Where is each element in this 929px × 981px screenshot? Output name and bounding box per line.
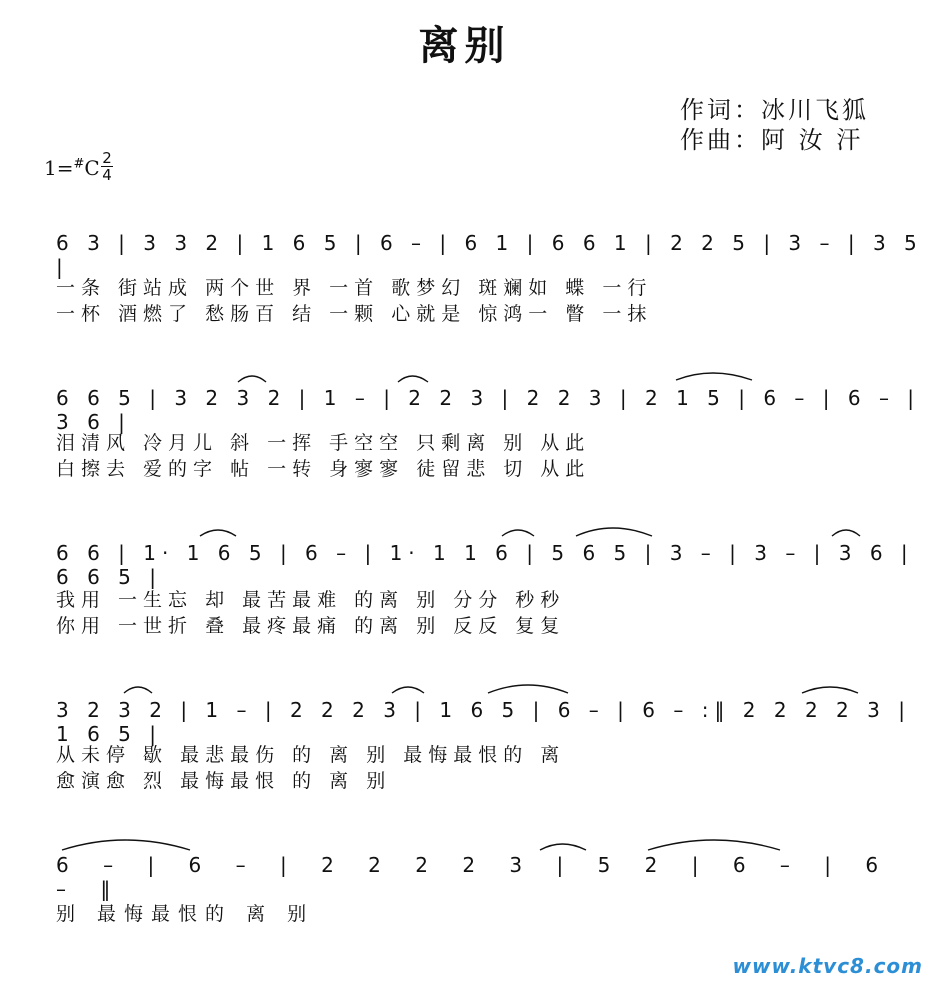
tie [676, 373, 752, 380]
slur [200, 530, 236, 536]
notation-line: 6 6 5 | 3 2 3 2 | 1 – | 2 2 3 | 2 2 3 | 2 1 5 | 6 – | 6 – | 3 6 | [56, 386, 921, 434]
lyrics-verse-2: 一杯 酒燃了 愁肠百 结 一颗 心就是 惊鸿一 瞥 一抹 [56, 303, 653, 325]
lyrics-verse-2: 愈演愈 烈 最悔最恨 的 离 别 [56, 770, 392, 792]
lyrics-verse-2: 白擦去 爱的字 帖 一转 身寥寥 徒留悲 切 从此 [56, 458, 591, 480]
slur [392, 687, 424, 693]
notation-line: 3 2 3 2 | 1 – | 2 2 2 3 | 1 6 5 | 6 – | 6 – :‖ 2 2 2 2 3 | 1 6 5 | [56, 698, 911, 746]
slur [398, 376, 428, 382]
composer-credit: 作曲：阿 汝 汗 [680, 126, 864, 154]
lyrics-verse-1: 别 最悔最恨的 离 别 [56, 903, 315, 925]
slur [238, 376, 266, 382]
tie [648, 840, 780, 850]
time-signature-bottom: 4 [102, 166, 112, 184]
key-signature: 1=#C [44, 156, 100, 180]
lyrics-verse-2: 你用 一世折 叠 最疼最痛 的离 别 反反 复复 [56, 615, 566, 637]
slur [832, 530, 860, 536]
watermark: www.ktvc8.com [732, 954, 923, 978]
tie [488, 685, 568, 693]
slur [540, 844, 586, 850]
slur [502, 530, 534, 536]
slur [802, 687, 858, 693]
time-signature-top: 2 [102, 149, 112, 167]
lyrics-verse-1: 从未停 歇 最悲最伤 的 离 别 最悔最恨的 离 [56, 744, 566, 766]
slur [124, 687, 152, 693]
notation-line: 6 6 | 1· 1 6 5 | 6 – | 1· 1 1 6 | 5 6 5 | 3 – | 3 – | 3 6 | 6 6 5 | [56, 541, 914, 589]
lyrics-verse-1: 我用 一生忘 却 最苦最难 的离 别 分分 秒秒 [56, 589, 566, 611]
song-title: 离别 [418, 23, 511, 69]
lyricist-credit: 作词：冰川飞狐 [680, 96, 869, 124]
tie [62, 840, 190, 850]
notation-line: 6 – | 6 – | 2 2 2 2 3 | 5 2 | 6 – | 6 – ‖ [56, 853, 893, 901]
notation-line: 6 3 | 3 3 2 | 1 6 5 | 6 – | 6 1 | 6 6 1 | 2 2 5 | 3 – | 3 5 | [56, 231, 923, 279]
lyrics-verse-1: 泪清风 冷月儿 斜 一挥 手空空 只剩离 别 从此 [56, 432, 591, 454]
lyrics-verse-1: 一条 街站成 两个世 界 一首 歌梦幻 斑斓如 蝶 一行 [56, 277, 653, 299]
tie [576, 528, 652, 536]
